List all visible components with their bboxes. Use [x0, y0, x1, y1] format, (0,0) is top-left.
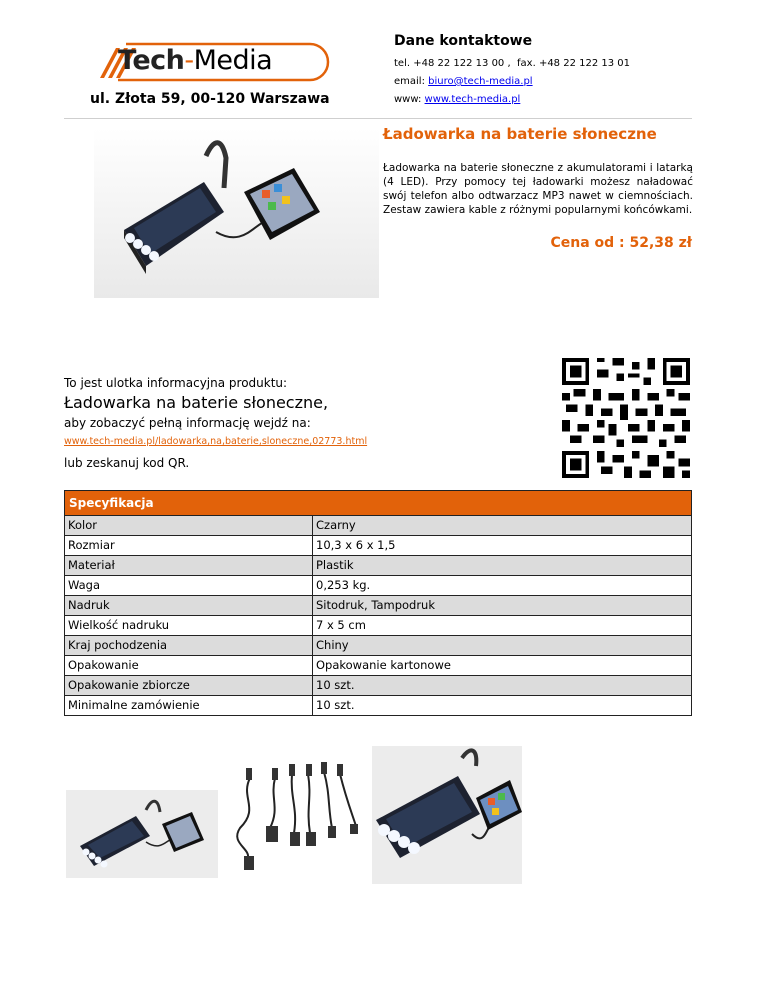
spec-label: Nadruk — [65, 596, 313, 615]
spec-value: Plastik — [316, 558, 354, 572]
spec-value: Czarny — [316, 518, 356, 532]
product-photo-cables — [220, 748, 372, 873]
product-description: Ładowarka na baterie słoneczne z akumulatorami i latarką (4 LED). Przy pomocy tej ładowarki możesz naładować swój telefon albo odtwarzacz MP3 nawet w ciemnościach. Zestaw zawiera kable z różnymi popularnymi końcówkami. — [383, 162, 693, 216]
spec-value: 10 szt. — [316, 678, 355, 692]
table-row — [65, 536, 691, 556]
product-photo-phone — [372, 746, 522, 884]
product-price: Cena od : 52,38 zł — [550, 235, 692, 251]
phone: tel. +48 22 122 13 00 , — [394, 58, 511, 69]
spec-label: Opakowanie zbiorcze — [65, 676, 313, 695]
table-row — [65, 596, 691, 616]
logo-light: Media — [193, 45, 273, 76]
table-row — [65, 656, 691, 676]
spec-label: Materiał — [65, 556, 313, 575]
table-row — [65, 616, 691, 636]
spec-label: Minimalne zamówienie — [65, 696, 313, 715]
qr-code-icon — [562, 358, 690, 478]
spec-title: Specyfikacja — [65, 491, 691, 516]
spec-table — [64, 490, 692, 716]
table-row — [65, 696, 691, 715]
spec-value: Chiny — [316, 638, 349, 652]
email-link[interactable]: biuro@tech-media.pl — [428, 76, 533, 87]
spec-label: Rozmiar — [65, 536, 313, 555]
www-link[interactable]: www.tech-media.pl — [424, 94, 521, 105]
logo-dash: - — [184, 45, 194, 76]
company-address: ul. Złota 59, 00-120 Warszawa — [90, 91, 330, 107]
product-title: Ładowarka na baterie słoneczne — [383, 125, 657, 143]
fax: fax. +48 22 122 13 01 — [517, 58, 631, 69]
spec-value: Sitodruk, Tampodruk — [316, 598, 436, 612]
table-row — [65, 676, 691, 696]
logo-text — [118, 45, 272, 76]
product-photo-main — [94, 128, 379, 298]
info-visit: aby zobaczyć pełną informację wejdź na: — [64, 416, 311, 430]
header-divider — [64, 118, 692, 119]
www-label: www: — [394, 94, 422, 105]
phone-line — [394, 58, 630, 69]
spec-label: Kraj pochodzenia — [65, 636, 313, 655]
spec-label: Opakowanie — [65, 656, 313, 675]
spec-label: Kolor — [65, 516, 313, 535]
www-line — [394, 94, 520, 105]
spec-label: Wielkość nadruku — [65, 616, 313, 635]
product-photo-charger — [66, 790, 218, 878]
table-row — [65, 556, 691, 576]
email-label: email: — [394, 76, 425, 87]
product-url-link[interactable]: www.tech-media.pl/ladowarka,na,baterie,sloneczne,02773.html — [64, 436, 368, 447]
table-row — [65, 516, 691, 536]
spec-value: Opakowanie kartonowe — [316, 658, 451, 672]
contact-title: Dane kontaktowe — [394, 33, 533, 49]
info-scan: lub zeskanuj kod QR. — [64, 456, 190, 470]
email-line — [394, 76, 533, 87]
info-intro: To jest ulotka informacyjna produktu: — [64, 376, 288, 390]
spec-value: 7 x 5 cm — [316, 618, 366, 632]
logo-bold: Tech — [118, 45, 185, 76]
table-row — [65, 636, 691, 656]
info-product-name: Ładowarka na baterie słoneczne, — [64, 393, 329, 412]
spec-label: Waga — [65, 576, 313, 595]
table-row — [65, 576, 691, 596]
spec-value: 0,253 kg. — [316, 578, 371, 592]
spec-value: 10,3 x 6 x 1,5 — [316, 538, 396, 552]
spec-value: 10 szt. — [316, 698, 355, 712]
